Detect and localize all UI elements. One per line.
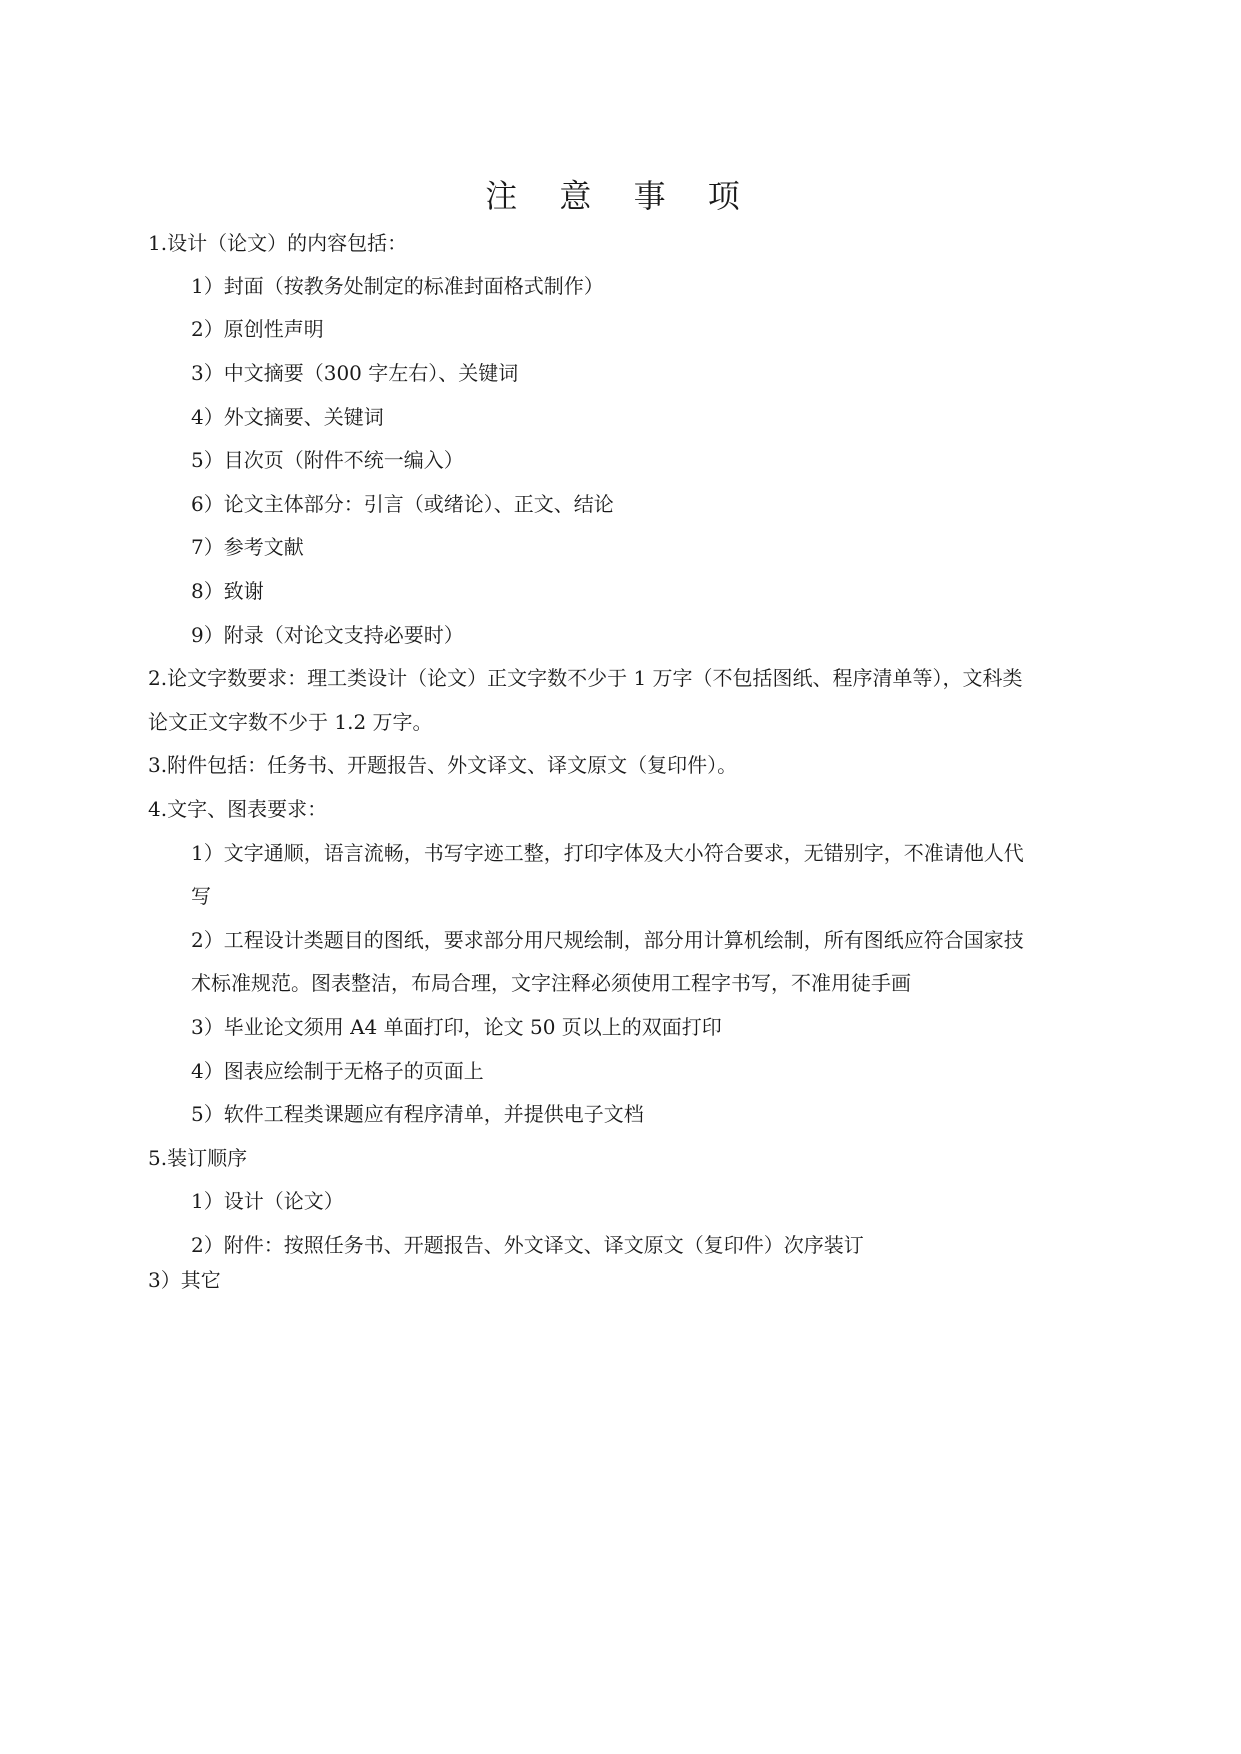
section-1-heading: 1.设计（论文）的内容包括： (148, 231, 408, 255)
section-3-heading: 3.附件包括：任务书、开题报告、外文译文、译文原文（复印件）。 (148, 753, 738, 777)
section-1-item: 7）参考文献 (191, 535, 304, 559)
section-1-item: 4）外文摘要、关键词 (191, 405, 384, 429)
section-4-item-5: 5）软件工程类课题应有程序清单，并提供电子文档 (191, 1102, 644, 1126)
section-4-item-4: 4）图表应绘制于无格子的页面上 (191, 1059, 484, 1083)
section-5-item-2: 2）附件：按照任务书、开题报告、外文译文、译文原文（复印件）次序装订 (191, 1233, 864, 1257)
section-1-item: 8）致谢 (191, 579, 264, 603)
section-4-item-2-line-1: 2）工程设计类题目的图纸，要求部分用尺规绘制，部分用计算机绘制，所有图纸应符合国家技 (191, 928, 1024, 952)
page-title: 注 意 事 项 (485, 177, 756, 215)
section-4-heading: 4.文字、图表要求： (148, 797, 328, 821)
section-4-item-1-line-1: 1）文字通顺，语言流畅，书写字迹工整，打印字体及大小符合要求，无错别字，不准请他人代 (191, 841, 1024, 865)
section-4-item-1-line-2: 写 (191, 884, 211, 908)
section-2-text-line-1: 2.论文字数要求：理工类设计（论文）正文字数不少于 1 万字（不包括图纸、程序清单等），文科类 (148, 666, 1023, 690)
section-1-item: 2）原创性声明 (191, 317, 324, 341)
section-5-item-3: 3）其它 (148, 1268, 221, 1292)
section-2-text-line-2: 论文正文字数不少于 1.2 万字。 (148, 710, 433, 734)
section-1-item: 5）目次页（附件不统一编入） (191, 448, 464, 472)
section-1-item: 3）中文摘要（300 字左右）、关键词 (191, 361, 519, 385)
section-5-heading: 5.装订顺序 (148, 1146, 248, 1170)
section-1-item: 9）附录（对论文支持必要时） (191, 623, 464, 647)
section-1-item: 6）论文主体部分：引言（或绪论）、正文、结论 (191, 492, 614, 516)
section-4-item-3: 3）毕业论文须用 A4 单面打印，论文 50 页以上的双面打印 (191, 1015, 722, 1039)
section-4-item-2-line-2: 术标准规范。图表整洁，布局合理，文字注释必须使用工程字书写，不准用徒手画 (191, 971, 911, 995)
section-5-item-1: 1）设计（论文） (191, 1189, 344, 1213)
section-1-item: 1）封面（按教务处制定的标准封面格式制作） (191, 274, 604, 298)
